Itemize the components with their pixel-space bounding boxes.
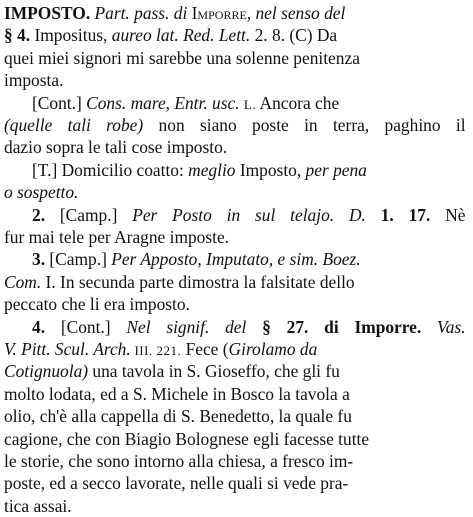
sense3-line-1: [32, 248, 466, 270]
sense4-line-2-text: [4, 338, 317, 362]
sense-text: tica assai.: [4, 495, 72, 516]
cont-letter: L.: [243, 96, 257, 112]
quote-text: quei miei signori mi sarebbe una solenne penitenza: [4, 47, 360, 68]
sense4-line-3-text: [4, 360, 340, 382]
cont-source: Cons. mare, Entr. usc.: [81, 92, 244, 113]
cont-line-1: [32, 92, 466, 116]
sense-tag: [Cont.]: [45, 316, 127, 337]
sense-number: 3.: [32, 249, 46, 270]
sense4-line-1: [32, 316, 466, 338]
sense-definition: Per Apposto, Imputato, e sim. Boez.: [111, 249, 361, 270]
citation-ref: 2. 8. (C) Da: [250, 25, 338, 46]
quote-text: imposta.: [4, 70, 64, 91]
citation-source: aureo lat. Red. Lett.: [107, 25, 251, 46]
sense-text: Fece (: [181, 339, 229, 359]
sense4-line-3: [4, 360, 466, 382]
sense-text: una tavola in S. Gioseffo, che gli fu: [88, 361, 340, 382]
sense4-line-9: [4, 495, 466, 517]
sense4-line-4: [4, 383, 466, 405]
sense2-line-1-text: [32, 204, 466, 226]
sense2-line-1: [32, 204, 466, 226]
section-reference: § 4.: [4, 25, 31, 46]
sense4-line-5: [4, 405, 466, 427]
sense-number: 4.: [32, 316, 46, 337]
sense3-line-2-text: [4, 271, 355, 293]
tec-text: o sospetto.: [4, 182, 79, 203]
sense4-line-8: [4, 472, 466, 494]
cont-line-1-text: [32, 92, 339, 116]
definition-intro: Part. pass. di: [90, 3, 192, 23]
cont-line-2: [4, 114, 466, 136]
sense4-line-2: [4, 338, 466, 362]
sense3-line-2: [4, 271, 466, 293]
sense-text: fur mai tele per Aragne imposte.: [4, 227, 230, 247]
sense-ref: III. 221.: [130, 343, 182, 358]
cont-line-2-text: [4, 114, 466, 136]
entry-line-2-text: [4, 24, 337, 46]
tec-text: Imposto,: [235, 159, 306, 180]
sense4-line-6: [4, 428, 466, 450]
sense4-line-7: [4, 450, 466, 472]
entry-line-3: [4, 47, 466, 69]
verb-reference: Imporre: [191, 3, 247, 23]
cont-tag: [Cont.]: [32, 92, 82, 113]
tec-per-pena: per pena: [305, 159, 367, 180]
latin-term: Impositus,: [30, 25, 108, 46]
entry-line-2: [4, 24, 466, 46]
cont-quote: dazio sopra le tali cose imposto.: [4, 137, 228, 158]
sense-ref: 1. 17.: [365, 204, 431, 225]
sense4-line-1-text: [32, 316, 466, 338]
sense-text: peccato che li era imposto.: [4, 294, 190, 315]
sense-definition: Per Posto in sul telajo. D.: [132, 204, 366, 225]
sense-text: olio, ch'è alla cappella di S. Benedetto, la quale fu: [4, 406, 352, 427]
cont-line-3: [4, 136, 466, 158]
cont-text: Ancora che: [256, 92, 340, 113]
tec-text: Domicilio coatto:: [57, 159, 189, 180]
sense-ref: § 27. di Imporre.: [262, 316, 422, 337]
sense-source: V. Pitt. Scul. Arch.: [4, 339, 131, 359]
entry-line-1-text: [4, 2, 345, 24]
definition-rest: , nel senso del: [246, 3, 346, 23]
sense-text: Nè: [430, 204, 466, 225]
sense-text: molto lodata, ed a S. Michele in Bosco la tavola a: [4, 383, 350, 404]
entry-line-1: [4, 2, 466, 24]
sense-tag: [Camp.]: [45, 204, 133, 225]
sense-text: I. In secunda parte dimostra la falsitate dello: [41, 271, 355, 292]
cont-quote: non siano poste in terra, paghino il: [143, 115, 466, 135]
headword: IMPOSTO.: [4, 3, 91, 23]
sense-name: Cotignuola): [4, 361, 89, 382]
entry-line-4: [4, 69, 466, 91]
tec-line-1-text: [32, 159, 367, 181]
tec-meglio: meglio: [188, 159, 236, 180]
sense-number: 2.: [32, 204, 46, 225]
tec-line-2: [4, 181, 466, 203]
cont-italic-quote: (quelle tali robe): [4, 115, 144, 135]
sense-source: Com.: [4, 271, 42, 292]
sense-definition: Nel signif. del: [126, 316, 263, 337]
sense-name: Girolamo da: [228, 339, 318, 359]
sense3-line-3: [4, 293, 466, 315]
tec-line-1: [32, 159, 466, 181]
sense-source: Vas.: [421, 316, 466, 337]
sense2-line-2: [4, 226, 466, 248]
sense-text: poste, ed a secco lavorate, nelle quali si vede pra-: [4, 473, 349, 494]
sense-text: le storie, che sono intorno alla chiesa, a fresco im-: [4, 451, 354, 471]
sense-text: cagione, che con Biagio Bolognese egli facesse tutte: [4, 428, 370, 449]
sense3-line-1-text: [32, 248, 361, 270]
sense-tag: [Camp.]: [45, 249, 112, 270]
tec-tag: [T.]: [32, 159, 58, 180]
